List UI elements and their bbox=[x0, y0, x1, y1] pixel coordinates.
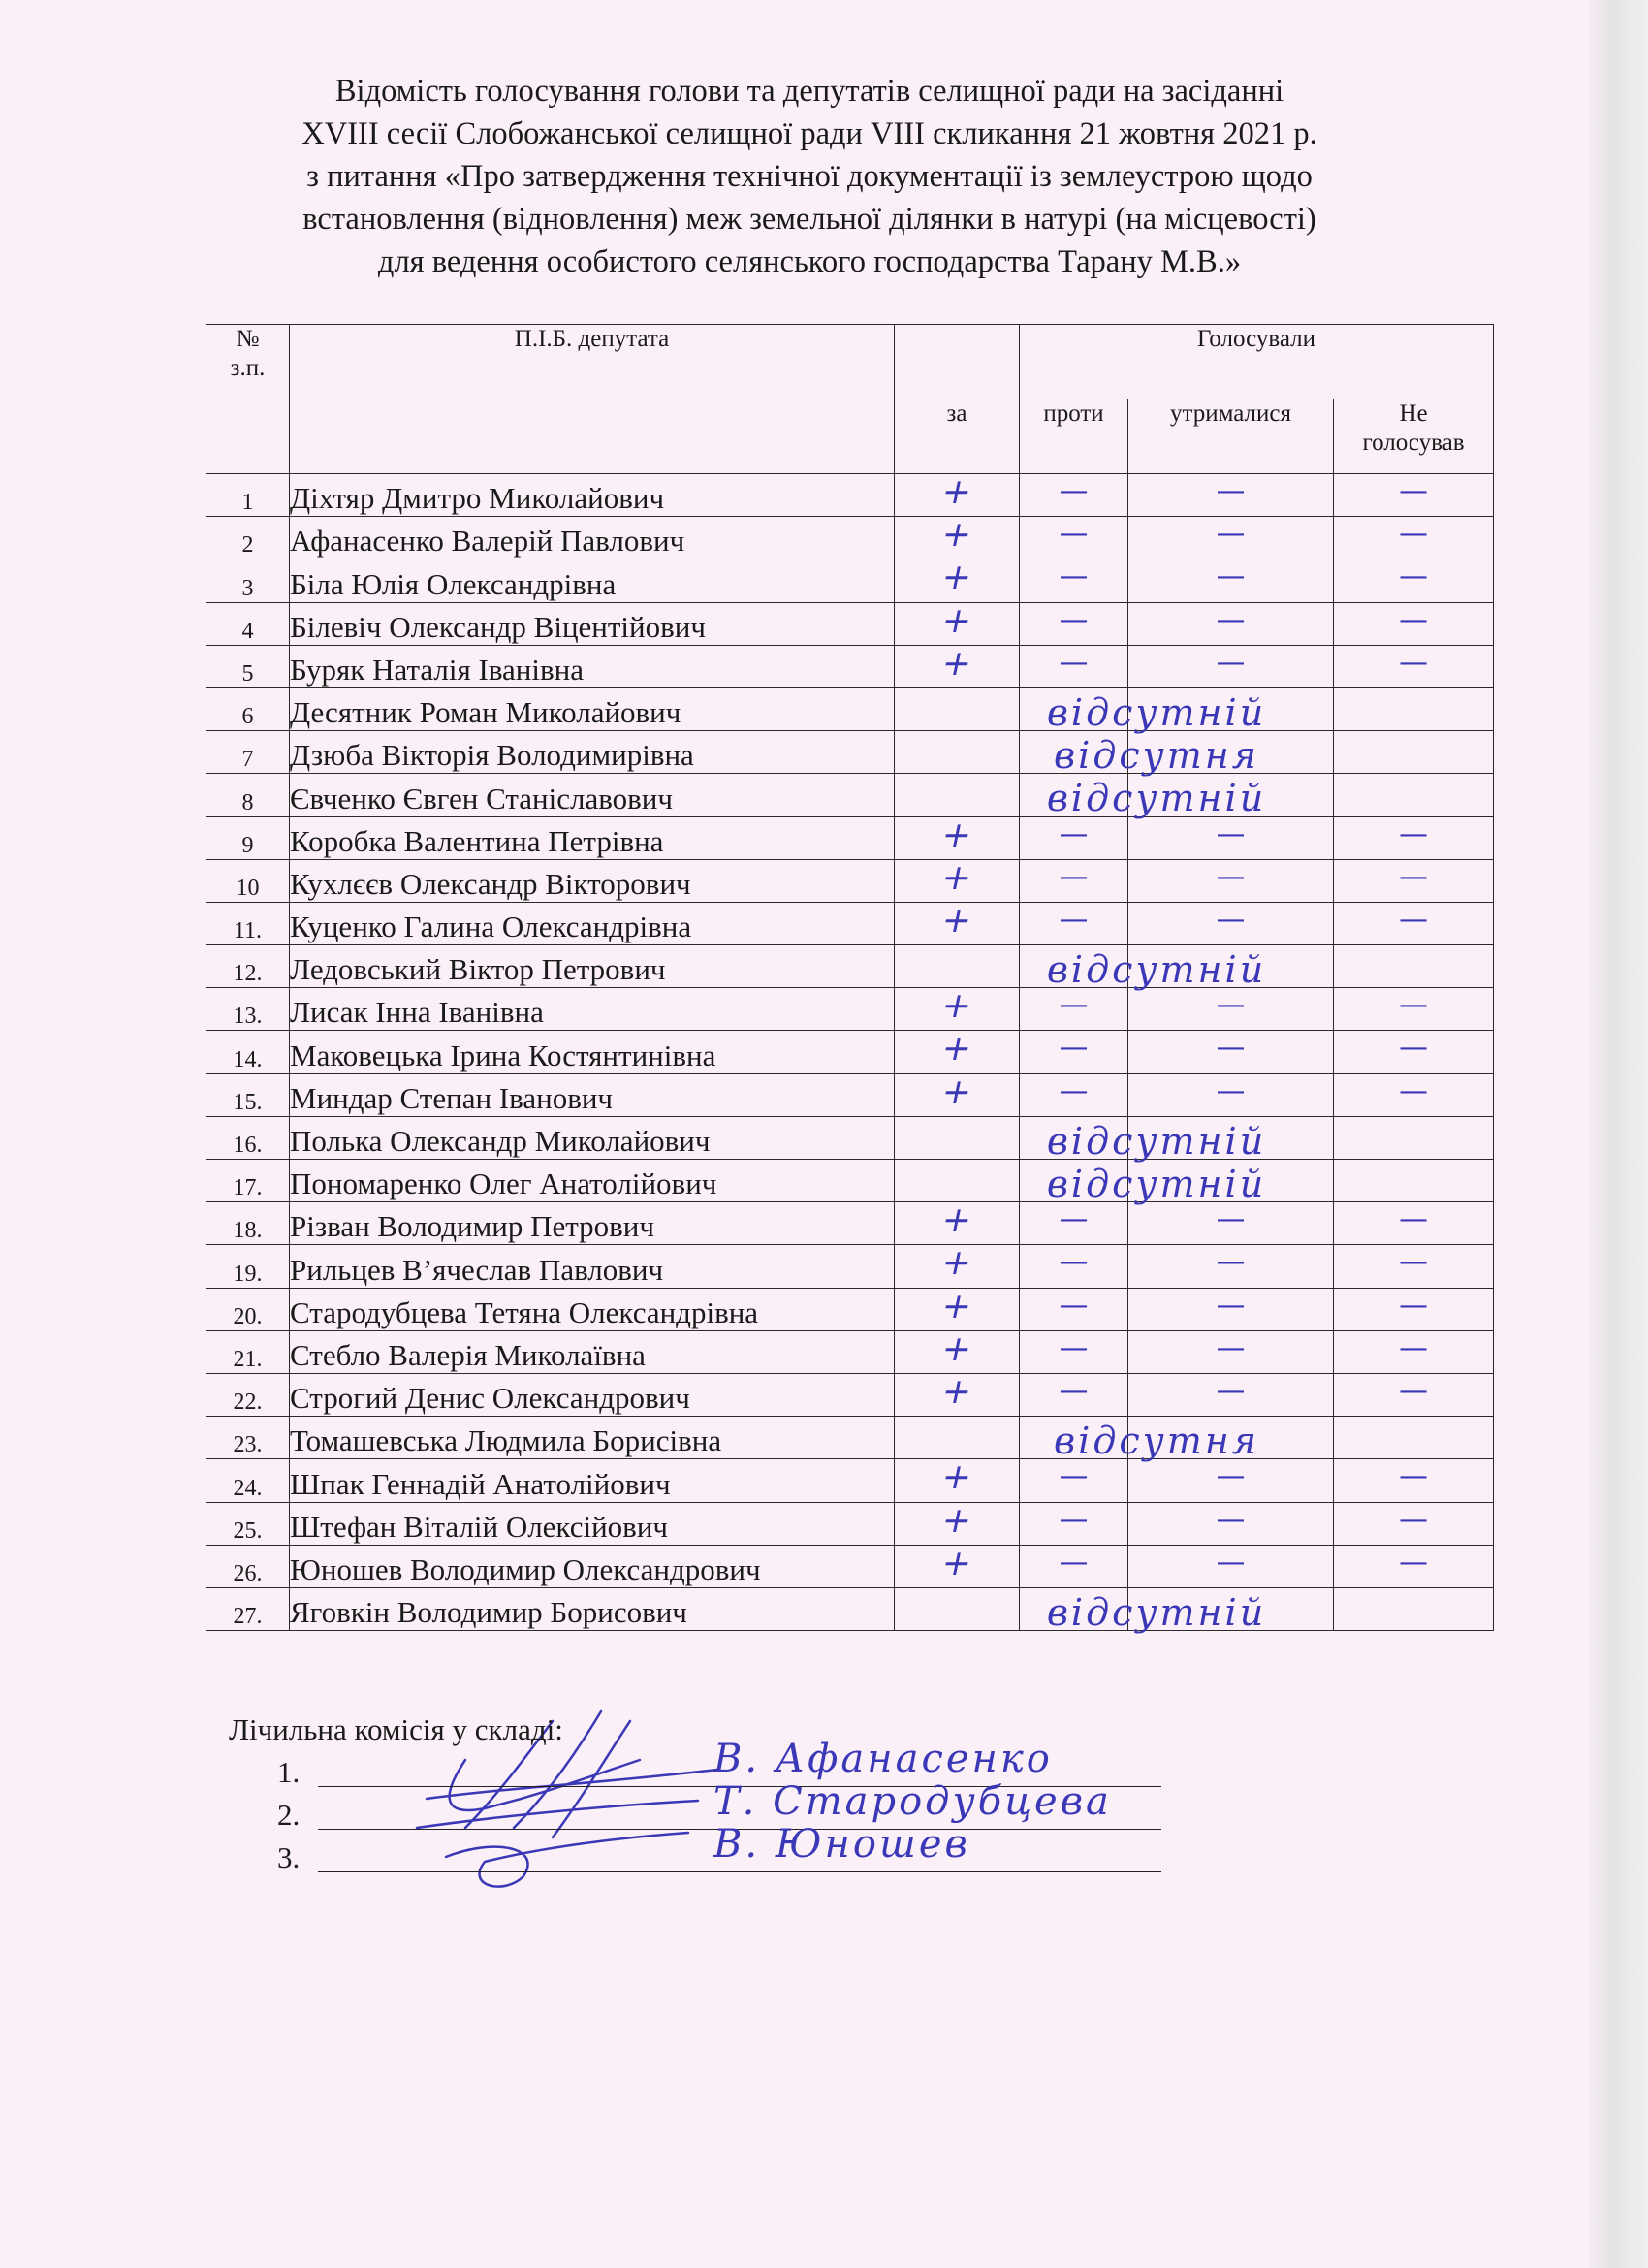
dash-mark: — bbox=[1216, 1073, 1246, 1108]
vote-for-cell bbox=[895, 1245, 1020, 1288]
vote-for-cell bbox=[895, 517, 1020, 559]
vote-against-cell bbox=[1020, 1373, 1128, 1416]
deputy-name: Миндар Степан Іванович bbox=[290, 1073, 895, 1116]
plus-mark: + bbox=[937, 1328, 976, 1369]
vote-against-cell bbox=[1020, 1245, 1128, 1288]
vote-against-cell bbox=[1020, 1545, 1128, 1587]
dash-mark: — bbox=[1399, 1330, 1429, 1365]
vote-against-cell bbox=[1020, 559, 1128, 602]
dash-mark: — bbox=[1059, 1245, 1089, 1280]
table-row bbox=[206, 1587, 1494, 1630]
dash-mark: — bbox=[1399, 1202, 1429, 1237]
vote-not-voted-cell bbox=[1334, 645, 1494, 687]
vote-against-cell bbox=[1020, 1459, 1128, 1502]
header-name: П.І.Б. депутата bbox=[290, 325, 895, 474]
vote-against-cell bbox=[1020, 1502, 1128, 1545]
absent-note: відсутній bbox=[1046, 777, 1267, 820]
dash-mark: — bbox=[1399, 988, 1429, 1023]
vote-against-cell bbox=[1020, 474, 1128, 517]
absent-note: відсутній bbox=[1046, 690, 1267, 734]
plus-mark: + bbox=[937, 815, 976, 855]
table-row bbox=[206, 602, 1494, 645]
dash-mark: — bbox=[1216, 645, 1246, 680]
vote-for-cell bbox=[895, 1330, 1020, 1373]
vote-against-cell bbox=[1020, 988, 1128, 1031]
deputy-name: Коробка Валентина Петрівна bbox=[290, 816, 895, 859]
table-row bbox=[206, 559, 1494, 602]
absent-note: відсутній bbox=[1046, 948, 1267, 992]
deputy-name: Строгий Денис Олександрович bbox=[290, 1373, 895, 1416]
row-number: 18. bbox=[206, 1202, 290, 1245]
table-row bbox=[206, 1417, 1494, 1459]
header-voted: Голосували bbox=[1020, 325, 1494, 399]
dash-mark: — bbox=[1059, 1330, 1089, 1365]
deputy-name: Пономаренко Олег Анатолійович bbox=[290, 1160, 895, 1202]
vote-for-cell bbox=[895, 1545, 1020, 1587]
table-row bbox=[206, 1245, 1494, 1288]
table-row bbox=[206, 1160, 1494, 1202]
vote-against-cell bbox=[1020, 1330, 1128, 1373]
vote-abstained-cell bbox=[1128, 517, 1334, 559]
document-title bbox=[174, 70, 1444, 283]
member-signature: Т. Стародубцева bbox=[713, 1779, 1112, 1824]
deputy-name: Маковецька Ірина Костянтинівна bbox=[290, 1031, 895, 1073]
vote-against-cell bbox=[1020, 816, 1128, 859]
vote-against-cell bbox=[1020, 602, 1128, 645]
vote-against-cell bbox=[1020, 1073, 1128, 1116]
dash-mark: — bbox=[1399, 902, 1429, 937]
table-row bbox=[206, 1502, 1494, 1545]
title-line: Відомість голосування голови та депутатів селищної ради на засіданні bbox=[334, 74, 1284, 109]
dash-mark: — bbox=[1399, 645, 1429, 680]
dash-mark: — bbox=[1216, 859, 1246, 894]
dash-mark: — bbox=[1399, 1073, 1429, 1108]
vote-against-cell bbox=[1020, 1288, 1128, 1330]
vote-abstained-cell bbox=[1128, 1031, 1334, 1073]
vote-not-voted-cell bbox=[1334, 1073, 1494, 1116]
deputy-name: Афанасенко Валерій Павлович bbox=[290, 517, 895, 559]
absent-note: відсутня bbox=[1054, 1420, 1259, 1463]
vote-abstained-cell bbox=[1128, 902, 1334, 944]
dash-mark: — bbox=[1216, 1245, 1246, 1280]
row-number: 8 bbox=[206, 774, 290, 816]
title-line: з питання «Про затвердження технічної документації із землеустрою щодо bbox=[306, 159, 1313, 194]
vote-for-cell bbox=[895, 902, 1020, 944]
table-row bbox=[206, 1459, 1494, 1502]
plus-mark: + bbox=[937, 515, 976, 556]
row-number: 17. bbox=[206, 1160, 290, 1202]
deputy-name: Юношев Володимир Олександрович bbox=[290, 1545, 895, 1587]
vote-for-cell bbox=[895, 988, 1020, 1031]
header-not-voted: Не голосував bbox=[1334, 399, 1494, 474]
dash-mark: — bbox=[1216, 602, 1246, 637]
vote-for-cell bbox=[895, 1587, 1267, 1634]
deputy-name: Куценко Галина Олександрівна bbox=[290, 902, 895, 944]
table-row bbox=[206, 1330, 1494, 1373]
vote-for-cell bbox=[895, 1160, 1267, 1205]
vote-for-cell bbox=[895, 816, 1020, 859]
row-number: 1 bbox=[206, 474, 290, 517]
dash-mark: — bbox=[1399, 559, 1429, 594]
deputy-name: Дзюба Вікторія Володимирівна bbox=[290, 731, 895, 774]
vote-not-voted-cell bbox=[1334, 474, 1494, 517]
dash-mark: — bbox=[1216, 816, 1246, 851]
deputy-name: Шпак Геннадій Анатолійович bbox=[290, 1459, 895, 1502]
absent-note: відсутня bbox=[1054, 734, 1259, 778]
row-number: 14. bbox=[206, 1031, 290, 1073]
dash-mark: — bbox=[1216, 1031, 1246, 1066]
vote-not-voted-cell bbox=[1334, 1288, 1494, 1330]
dash-mark: — bbox=[1059, 474, 1089, 508]
vote-for-cell bbox=[895, 859, 1020, 902]
header-for: за bbox=[895, 399, 1020, 474]
deputy-name: Полька Олександр Миколайович bbox=[290, 1116, 895, 1159]
signature-line bbox=[318, 1871, 1161, 1872]
row-number: 21. bbox=[206, 1330, 290, 1373]
table-row bbox=[206, 1202, 1494, 1245]
vote-not-voted-cell bbox=[1334, 1245, 1494, 1288]
member-number: 3. bbox=[277, 1840, 301, 1874]
dash-mark: — bbox=[1399, 517, 1429, 552]
deputy-name: Штефан Віталій Олексійович bbox=[290, 1502, 895, 1545]
vote-not-voted-cell bbox=[1334, 1502, 1494, 1545]
vote-abstained-cell bbox=[1128, 1202, 1334, 1245]
title-line: для ведення особистого селянського господарства Тарану М.В.» bbox=[377, 244, 1242, 279]
row-number: 13. bbox=[206, 988, 290, 1031]
vote-abstained-cell bbox=[1128, 1288, 1334, 1330]
title-line: XVIII сесії Слобожанської селищної ради VIII скликання 21 жовтня 2021 р. bbox=[301, 116, 1317, 151]
row-number: 12. bbox=[206, 945, 290, 988]
row-number: 27. bbox=[206, 1587, 290, 1630]
vote-not-voted-cell bbox=[1334, 517, 1494, 559]
table-row bbox=[206, 1373, 1494, 1416]
vote-for-cell bbox=[895, 1373, 1020, 1416]
table-row bbox=[206, 517, 1494, 559]
plus-mark: + bbox=[937, 1371, 976, 1412]
row-number: 7 bbox=[206, 731, 290, 774]
vote-for-cell bbox=[895, 731, 1259, 778]
plus-mark: + bbox=[937, 643, 976, 684]
vote-abstained-cell bbox=[1128, 859, 1334, 902]
plus-mark: + bbox=[937, 1029, 976, 1070]
header-blank bbox=[895, 325, 1020, 399]
plus-mark: + bbox=[937, 857, 976, 898]
plus-mark: + bbox=[937, 1243, 976, 1284]
plus-mark: + bbox=[937, 1457, 976, 1498]
dash-mark: — bbox=[1216, 1202, 1246, 1237]
dash-mark: — bbox=[1059, 559, 1089, 594]
row-number: 5 bbox=[206, 645, 290, 687]
dash-mark: — bbox=[1216, 1502, 1246, 1537]
dash-mark: — bbox=[1216, 1545, 1246, 1580]
dash-mark: — bbox=[1216, 1330, 1246, 1365]
member-signature: В. Афанасенко bbox=[713, 1737, 1053, 1781]
vote-against-cell bbox=[1020, 1031, 1128, 1073]
commission-member bbox=[229, 1822, 1198, 1879]
table-row bbox=[206, 859, 1494, 902]
plus-mark: + bbox=[937, 986, 976, 1027]
row-number: 4 bbox=[206, 602, 290, 645]
vote-abstained-cell bbox=[1128, 645, 1334, 687]
vote-not-voted-cell bbox=[1334, 1031, 1494, 1073]
plus-mark: + bbox=[937, 1071, 976, 1112]
deputy-name: Томашевська Людмила Борисівна bbox=[290, 1417, 895, 1459]
dash-mark: — bbox=[1059, 859, 1089, 894]
deputy-name: Кухлєєв Олександр Вікторович bbox=[290, 859, 895, 902]
vote-abstained-cell bbox=[1128, 474, 1334, 517]
dash-mark: — bbox=[1399, 1288, 1429, 1323]
deputy-name: Стародубцева Тетяна Олександрівна bbox=[290, 1288, 895, 1330]
voting-table-body bbox=[206, 472, 1494, 1634]
table-row bbox=[206, 774, 1494, 816]
vote-abstained-cell bbox=[1128, 1502, 1334, 1545]
table-row bbox=[206, 902, 1494, 944]
row-number: 9 bbox=[206, 816, 290, 859]
member-signature: В. Юношев bbox=[713, 1822, 970, 1867]
deputy-name: Біла Юлія Олександрівна bbox=[290, 559, 895, 602]
vote-not-voted-cell bbox=[1334, 602, 1494, 645]
deputy-name: Рильцев В’ячеслав Павлович bbox=[290, 1245, 895, 1288]
deputy-name: Буряк Наталія Іванівна bbox=[290, 645, 895, 687]
row-number: 19. bbox=[206, 1245, 290, 1288]
table-row bbox=[206, 945, 1494, 988]
table-row bbox=[206, 1031, 1494, 1073]
plus-mark: + bbox=[937, 900, 976, 941]
dash-mark: — bbox=[1059, 1288, 1089, 1323]
vote-against-cell bbox=[1020, 902, 1128, 944]
dash-mark: — bbox=[1216, 902, 1246, 937]
table-row bbox=[206, 731, 1494, 774]
row-number: 10 bbox=[206, 859, 290, 902]
dash-mark: — bbox=[1059, 1073, 1089, 1108]
vote-not-voted-cell bbox=[1334, 559, 1494, 602]
header-abstained: утрималися bbox=[1128, 399, 1334, 474]
vote-for-cell bbox=[895, 1073, 1020, 1116]
row-number: 22. bbox=[206, 1373, 290, 1416]
vote-abstained-cell bbox=[1128, 988, 1334, 1031]
dash-mark: — bbox=[1399, 1459, 1429, 1494]
header-number: № з.п. bbox=[206, 325, 290, 474]
dash-mark: — bbox=[1216, 1373, 1246, 1408]
row-number: 23. bbox=[206, 1417, 290, 1459]
vote-for-cell bbox=[895, 1417, 1259, 1463]
vote-not-voted-cell bbox=[1334, 859, 1494, 902]
plus-mark: + bbox=[937, 1200, 976, 1241]
row-number: 11. bbox=[206, 902, 290, 944]
deputy-name: Лисак Інна Іванівна bbox=[290, 988, 895, 1031]
vote-abstained-cell bbox=[1128, 559, 1334, 602]
member-number: 1. bbox=[277, 1755, 301, 1789]
row-number: 6 bbox=[206, 687, 290, 730]
vote-abstained-cell bbox=[1128, 1073, 1334, 1116]
vote-abstained-cell bbox=[1128, 1459, 1334, 1502]
dash-mark: — bbox=[1399, 816, 1429, 851]
table-row bbox=[206, 645, 1494, 687]
absent-note: відсутній bbox=[1046, 1119, 1267, 1163]
dash-mark: — bbox=[1059, 1545, 1089, 1580]
vote-for-cell bbox=[895, 774, 1267, 820]
header-against: проти bbox=[1020, 399, 1128, 474]
voting-table bbox=[206, 324, 1494, 1634]
row-number: 26. bbox=[206, 1545, 290, 1587]
row-number: 15. bbox=[206, 1073, 290, 1116]
absent-note: відсутній bbox=[1046, 1163, 1267, 1205]
table-row bbox=[206, 1288, 1494, 1330]
plus-mark: + bbox=[937, 1286, 976, 1326]
vote-abstained-cell bbox=[1128, 816, 1334, 859]
vote-for-cell bbox=[895, 945, 1267, 992]
table-row bbox=[206, 1545, 1494, 1587]
dash-mark: — bbox=[1059, 816, 1089, 851]
row-number: 2 bbox=[206, 517, 290, 559]
dash-mark: — bbox=[1399, 1502, 1429, 1537]
deputy-name: Різван Володимир Петрович bbox=[290, 1202, 895, 1245]
absent-note: відсутній bbox=[1046, 1590, 1267, 1634]
vote-abstained-cell bbox=[1128, 1545, 1334, 1587]
table-row bbox=[206, 816, 1494, 859]
vote-for-cell bbox=[895, 687, 1267, 734]
deputy-name: Яговкін Володимир Борисович bbox=[290, 1587, 895, 1630]
member-number: 2. bbox=[277, 1798, 301, 1832]
deputy-name: Стебло Валерія Миколаївна bbox=[290, 1330, 895, 1373]
vote-for-cell bbox=[895, 1202, 1020, 1245]
counting-commission bbox=[229, 1709, 1198, 1879]
deputy-name: Діхтяр Дмитро Миколайович bbox=[290, 474, 895, 517]
table-row bbox=[206, 988, 1494, 1031]
vote-for-cell bbox=[895, 602, 1020, 645]
row-number: 25. bbox=[206, 1502, 290, 1545]
vote-abstained-cell bbox=[1128, 1245, 1334, 1288]
dash-mark: — bbox=[1399, 1031, 1429, 1066]
plus-mark: + bbox=[937, 558, 976, 598]
dash-mark: — bbox=[1059, 1373, 1089, 1408]
deputy-name: Євченко Євген Станіславович bbox=[290, 774, 895, 816]
row-number: 16. bbox=[206, 1116, 290, 1159]
dash-mark: — bbox=[1059, 988, 1089, 1023]
vote-not-voted-cell bbox=[1334, 988, 1494, 1031]
deputy-name: Десятник Роман Миколайович bbox=[290, 687, 895, 730]
dash-mark: — bbox=[1059, 1459, 1089, 1494]
dash-mark: — bbox=[1399, 1545, 1429, 1580]
dash-mark: — bbox=[1059, 1031, 1089, 1066]
vote-for-cell bbox=[895, 1116, 1267, 1163]
scan-edge bbox=[1590, 0, 1648, 2268]
dash-mark: — bbox=[1059, 602, 1089, 637]
vote-for-cell bbox=[895, 1502, 1020, 1545]
dash-mark: — bbox=[1059, 645, 1089, 680]
deputy-name: Білевіч Олександр Віцентійович bbox=[290, 602, 895, 645]
vote-for-cell bbox=[895, 1459, 1020, 1502]
deputy-name: Ледовський Віктор Петрович bbox=[290, 945, 895, 988]
vote-against-cell bbox=[1020, 1202, 1128, 1245]
vote-for-cell bbox=[895, 559, 1020, 602]
table-row bbox=[206, 1116, 1494, 1159]
vote-not-voted-cell bbox=[1334, 1202, 1494, 1245]
dash-mark: — bbox=[1059, 902, 1089, 937]
commission-label: Лічильна комісія у складі: bbox=[229, 1712, 563, 1746]
row-number: 20. bbox=[206, 1288, 290, 1330]
vote-not-voted-cell bbox=[1334, 816, 1494, 859]
dash-mark: — bbox=[1399, 474, 1429, 508]
vote-abstained-cell bbox=[1128, 1330, 1334, 1373]
dash-mark: — bbox=[1059, 1502, 1089, 1537]
title-line: встановлення (відновлення) меж земельної ділянки в натурі (на місцевості) bbox=[302, 202, 1316, 237]
vote-for-cell bbox=[895, 645, 1020, 687]
dash-mark: — bbox=[1399, 1245, 1429, 1280]
table-row bbox=[206, 687, 1494, 730]
dash-mark: — bbox=[1399, 859, 1429, 894]
row-number: 3 bbox=[206, 559, 290, 602]
dash-mark: — bbox=[1399, 1373, 1429, 1408]
vote-abstained-cell bbox=[1128, 602, 1334, 645]
vote-abstained-cell bbox=[1128, 1373, 1334, 1416]
plus-mark: + bbox=[937, 472, 976, 512]
dash-mark: — bbox=[1216, 474, 1246, 508]
plus-mark: + bbox=[937, 1500, 976, 1541]
vote-against-cell bbox=[1020, 517, 1128, 559]
dash-mark: — bbox=[1059, 1202, 1089, 1237]
row-number: 24. bbox=[206, 1459, 290, 1502]
vote-for-cell bbox=[895, 1288, 1020, 1330]
vote-against-cell bbox=[1020, 859, 1128, 902]
vote-not-voted-cell bbox=[1334, 1459, 1494, 1502]
table-row bbox=[206, 1073, 1494, 1116]
plus-mark: + bbox=[937, 1543, 976, 1583]
vote-for-cell bbox=[895, 1031, 1020, 1073]
vote-not-voted-cell bbox=[1334, 1373, 1494, 1416]
dash-mark: — bbox=[1216, 1288, 1246, 1323]
dash-mark: — bbox=[1216, 559, 1246, 594]
vote-not-voted-cell bbox=[1334, 1330, 1494, 1373]
vote-for-cell bbox=[895, 474, 1020, 517]
plus-mark: + bbox=[937, 600, 976, 641]
dash-mark: — bbox=[1059, 517, 1089, 552]
dash-mark: — bbox=[1216, 988, 1246, 1023]
dash-mark: — bbox=[1399, 602, 1429, 637]
dash-mark: — bbox=[1216, 1459, 1246, 1494]
table-row bbox=[206, 474, 1494, 517]
vote-against-cell bbox=[1020, 645, 1128, 687]
dash-mark: — bbox=[1216, 517, 1246, 552]
vote-not-voted-cell bbox=[1334, 1545, 1494, 1587]
vote-not-voted-cell bbox=[1334, 902, 1494, 944]
